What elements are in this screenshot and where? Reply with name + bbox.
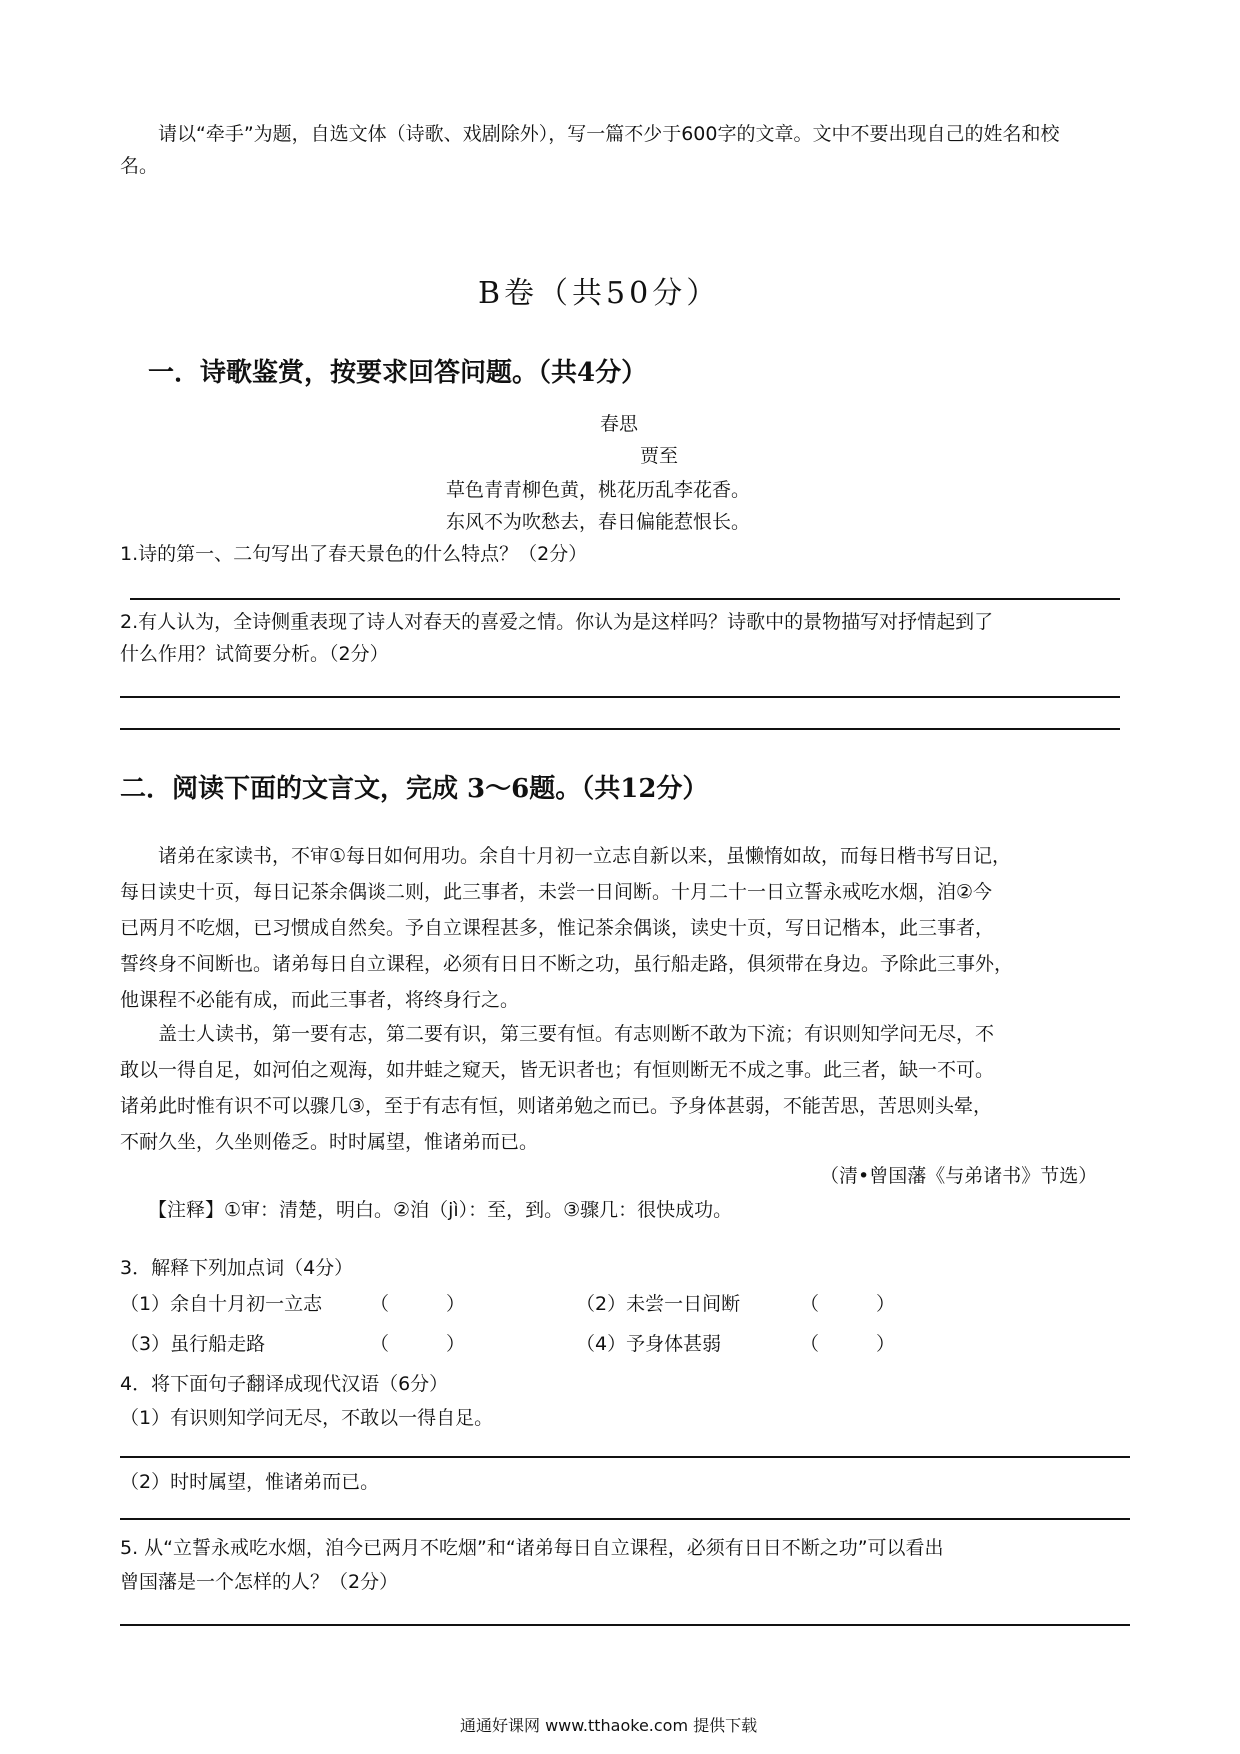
- passage-line: 已两月不吃烟，已习惯成自然矣。予自立课程甚多，惟记茶余偶谈，读史十页，写日记楷本，此三事者，: [120, 917, 995, 939]
- answer-line-q5[interactable]: [120, 1624, 1130, 1626]
- question-5-line1: 5. 从“立誓永戒吃水烟，洎今已两月不吃烟”和“诸弟每日自立课程，必须有日日不断之功”可以看出: [120, 1537, 944, 1559]
- section2-heading: 二．阅读下面的文言文，完成 3～6题。（共12分）: [120, 774, 709, 804]
- essay-prompt-line2: 名。: [120, 155, 159, 177]
- poem-title: 春思: [600, 413, 639, 435]
- page-footer: 通通好课网 www.tthaoke.com 提供下载: [460, 1716, 758, 1735]
- question-1: 1.诗的第一、二句写出了春天景色的什么特点？（2分）: [120, 543, 588, 565]
- q3-item-2-blank[interactable]: （ ）: [800, 1293, 896, 1315]
- answer-line-q4-2[interactable]: [120, 1518, 1130, 1520]
- passage-line: 不耐久坐，久坐则倦乏。时时属望，惟诸弟而已。: [120, 1131, 539, 1153]
- q3-item-4-blank[interactable]: （ ）: [800, 1333, 896, 1355]
- q4-item-1: （1）有识则知学问无尽，不敢以一得自足。: [120, 1407, 494, 1429]
- q3-item-4-label: （4）予身体甚弱: [576, 1333, 722, 1355]
- q3-item-3-blank[interactable]: （ ）: [370, 1333, 466, 1355]
- question-3-title: 3．解释下列加点词（4分）: [120, 1257, 354, 1279]
- q3-item-2-label: （2）未尝一日间断: [576, 1293, 741, 1315]
- passage-line: 敢以一得自足，如河伯之观海，如井蛙之窥天，皆无识者也；有恒则断无不成之事。此三者，缺一不可。: [120, 1059, 995, 1081]
- question-2-line2: 什么作用？试简要分析。（2分）: [120, 643, 389, 665]
- poem-line2: 东风不为吹愁去，春日偏能惹恨长。: [446, 511, 751, 533]
- answer-line-q2-a[interactable]: [120, 696, 1120, 698]
- question-2-line1: 2.有人认为，全诗侧重表现了诗人对春天的喜爱之情。你认为是这样吗？诗歌中的景物描写对抒情起到了: [120, 611, 994, 633]
- poem-line1: 草色青青柳色黄，桃花历乱李花香。: [446, 479, 751, 501]
- passage-line: 他课程不必能有成，而此三事者，将终身行之。: [120, 989, 520, 1011]
- passage-line: 誓终身不间断也。诸弟每日自立课程，必须有日日不断之功，虽行船走路，俱须带在身边。予除此三事外，: [120, 953, 1014, 975]
- passage-line: 诸弟此时惟有识不可以骤几③，至于有志有恒，则诸弟勉之而已。予身体甚弱，不能苦思，苦思则头晕，: [120, 1095, 993, 1117]
- answer-line-q2-b[interactable]: [120, 728, 1120, 730]
- poem-author: 贾至: [640, 445, 679, 467]
- q4-item-2: （2）时时属望，惟诸弟而已。: [120, 1471, 380, 1493]
- q3-item-1-blank[interactable]: （ ）: [370, 1293, 466, 1315]
- q3-item-3-label: （3）虽行船走路: [120, 1333, 266, 1355]
- passage-line: 诸弟在家读书，不审①每日如何用功。余自十月初一立志自新以来，虽懒惰如故，而每日楷书写日记，: [158, 845, 1012, 867]
- passage-notes: 【注释】①审：清楚，明白。②洎（jì）：至，到。③骤几：很快成功。: [148, 1199, 733, 1221]
- answer-line-q1[interactable]: [130, 598, 1120, 600]
- answer-line-q4-1[interactable]: [120, 1456, 1130, 1458]
- passage-line: 每日读史十页，每日记茶余偶谈二则，此三事者，未尝一日间断。十月二十一日立誓永戒吃水烟，洎②今: [120, 881, 993, 903]
- q3-item-1-label: （1）余自十月初一立志: [120, 1293, 323, 1315]
- section1-heading: 一．诗歌鉴赏，按要求回答问题。（共4分）: [148, 358, 648, 388]
- passage-line: 盖士人读书，第一要有志，第二要有识，第三要有恒。有志则断不敢为下流；有识则知学问无尽，不: [158, 1023, 995, 1045]
- essay-prompt-line1: 请以“牵手”为题，自选文体（诗歌、戏剧除外），写一篇不少于600字的文章。文中不要出现自己的姓名和校: [158, 123, 1060, 145]
- paper-b-title: B卷（共50分）: [478, 276, 721, 311]
- question-5-line2: 曾国藩是一个怎样的人？（2分）: [120, 1571, 399, 1593]
- question-4-title: 4．将下面句子翻译成现代汉语（6分）: [120, 1373, 449, 1395]
- passage-source: （清•曾国藩《与弟诸书》节选）: [820, 1165, 1098, 1187]
